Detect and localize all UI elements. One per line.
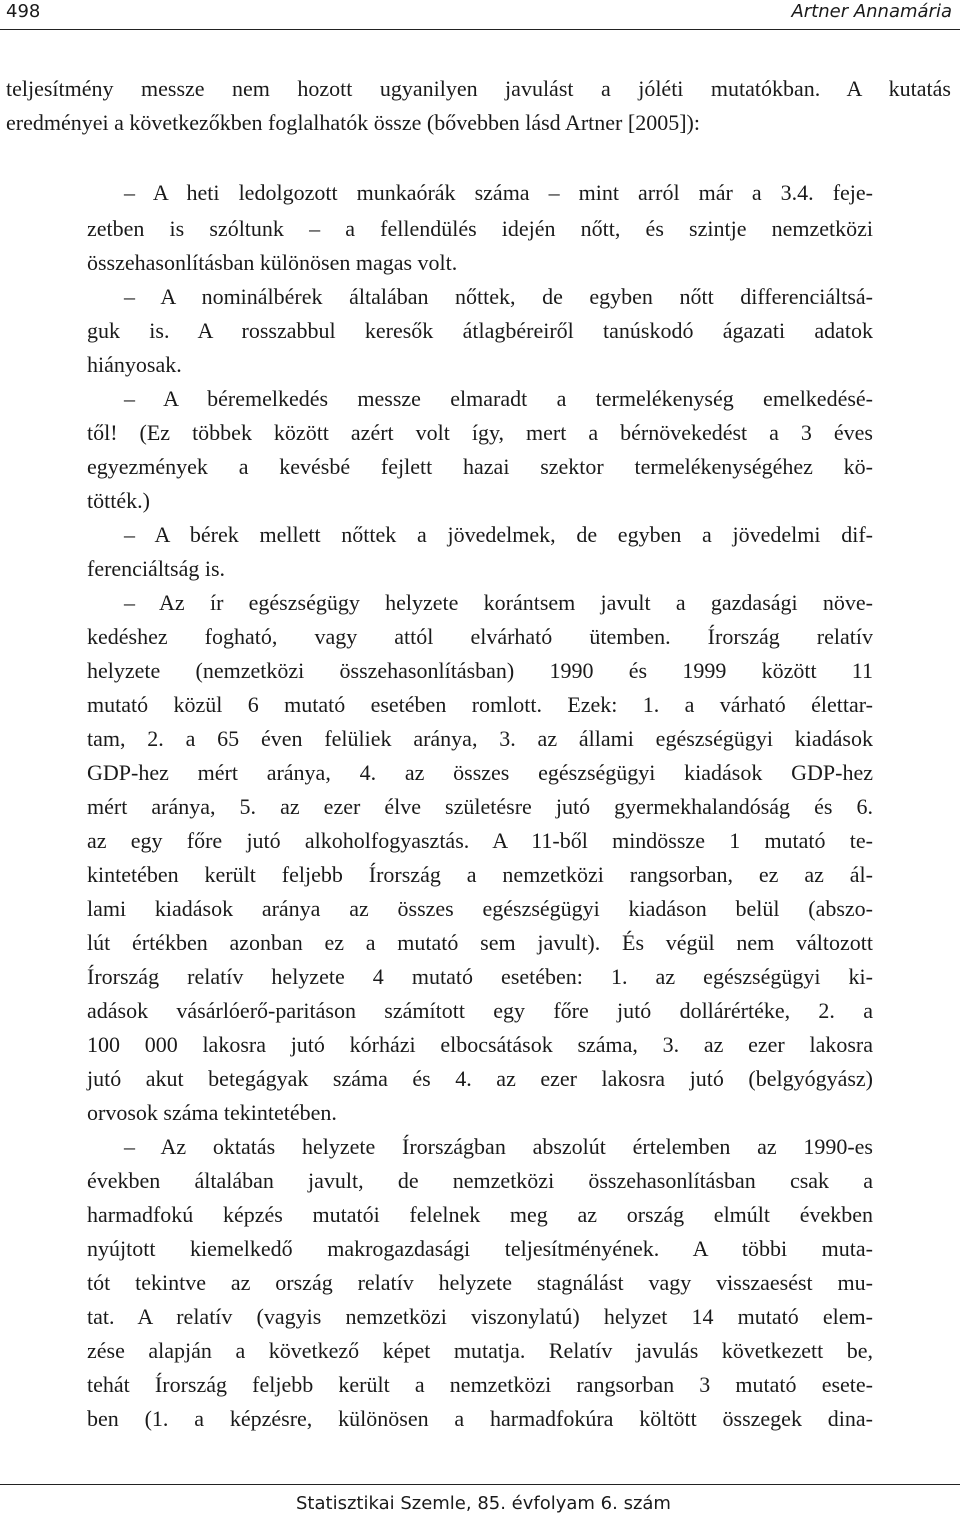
text-line: ben (1. a képzésre, különösen a harmadfokúra költött összegek dina-: [87, 1406, 873, 1431]
text-line: tötték.): [87, 488, 150, 513]
text-line: 100 000 lakosra jutó kórházi elbocsátások száma, 3. az ezer lakosra: [87, 1032, 873, 1057]
text-line: tót tekintve az ország relatív helyzete stagnálást vagy visszaesést mu-: [87, 1270, 873, 1295]
text-line: – A nominálbérek általában nőttek, de egyben nőtt differenciáltsá-: [124, 284, 873, 309]
text-line: helyzete (nemzetközi összehasonlításban) 1990 és 1999 között 11: [87, 658, 873, 683]
text-line: guk is. A rosszabbul keresők átlagbéreiről tanúskodó ágazati adatok: [87, 318, 873, 343]
text-line: jutó akut betegágyak száma és 4. az ezer lakosra jutó (belgyógyász): [87, 1066, 873, 1091]
text-line: években általában javult, de nemzetközi összehasonlításban csak a: [87, 1168, 873, 1193]
text-line: ferenciáltság is.: [87, 556, 226, 581]
text-line: orvosok száma tekintetében.: [87, 1100, 337, 1125]
text-line: mért aránya, 5. az ezer élve születésre jutó gyermekhalandóság és 6.: [87, 794, 873, 819]
text-line: lút értékben azonban ez a mutató sem javult). És végül nem változott: [87, 930, 873, 955]
text-line: eredményei a következőkben foglalhatók össze (bővebben lásd Artner [2005]):: [6, 110, 700, 135]
text-line: től! (Ez többek között azért volt így, mert a bérnövekedést a 3 éves: [87, 420, 873, 445]
text-line: – Az oktatás helyzete Írországban abszolút értelemben az 1990-es: [124, 1134, 873, 1159]
text-line: kedéshez fogható, vagy attól elvárható ütemben. Írország relatív: [87, 624, 873, 649]
text-line: – A bérek mellett nőttek a jövedelmek, de egyben a jövedelmi dif-: [124, 522, 873, 547]
running-head-author: Artner Annamária: [791, 1, 952, 22]
text-line: nyújtott kiemelkedő makrogazdasági teljesítményének. A többi muta-: [87, 1236, 873, 1261]
text-line: mutató közül 6 mutató esetében romlott. Ezek: 1. a várható élettar-: [87, 692, 873, 717]
text-line: zése alapján a következő képet mutatja. Relatív javulás következett be,: [87, 1338, 873, 1363]
text-line: – A béremelkedés messze elmaradt a termelékenység emelkedésé-: [124, 386, 873, 411]
text-line: hiányosak.: [87, 352, 182, 377]
text-line: kintetében került feljebb Írország a nemzetközi rangsorban, ez az ál-: [87, 862, 873, 887]
footer-rule: [0, 1484, 960, 1485]
text-line: harmadfokú képzés mutatói felelnek meg az ország elmúlt években: [87, 1202, 873, 1227]
page-number: 498: [6, 1, 41, 22]
text-line: Írország relatív helyzete 4 mutató esetében: 1. az egészségügyi ki-: [87, 964, 873, 989]
text-line: zetben is szóltunk – a fellendülés idején nőtt, és szintje nemzetközi: [87, 216, 873, 241]
text-line: teljesítmény messze nem hozott ugyanilyen javulást a jóléti mutatókban. A kutatás: [6, 76, 951, 101]
text-line: tam, 2. a 65 éven felüliek aránya, 3. az állami egészségügyi kiadások: [87, 726, 873, 751]
page-header: [0, 0, 960, 30]
text-line: – A heti ledolgozott munkaórák száma – mint arról már a 3.4. feje-: [124, 180, 873, 205]
text-line: lami kiadások aránya az összes egészségügyi kiadáson belül (abszo-: [87, 896, 873, 921]
text-line: adások vásárlóerő-paritáson számított egy főre jutó dollárértéke, 2. a: [87, 998, 873, 1023]
text-line: GDP-hez mért aránya, 4. az összes egészségügyi kiadások GDP-hez: [87, 760, 873, 785]
text-line: az egy főre jutó alkoholfogyasztás. A 11-ből mindössze 1 mutató te-: [87, 828, 873, 853]
header-rule: [0, 29, 960, 30]
text-line: – Az ír egészségügy helyzete korántsem javult a gazdasági növe-: [124, 590, 873, 615]
text-line: egyezmények a kevésbé fejlett hazai szektor termelékenységéhez kö-: [87, 454, 873, 479]
text-line: tehát Írország feljebb került a nemzetközi rangsorban 3 mutató esete-: [87, 1372, 873, 1397]
text-line: összehasonlításban különösen magas volt.: [87, 250, 458, 275]
text-line: tat. A relatív (vagyis nemzetközi viszonylatú) helyzet 14 mutató elem-: [87, 1304, 873, 1329]
journal-footer: Statisztikai Szemle, 85. évfolyam 6. szám: [296, 1493, 671, 1514]
